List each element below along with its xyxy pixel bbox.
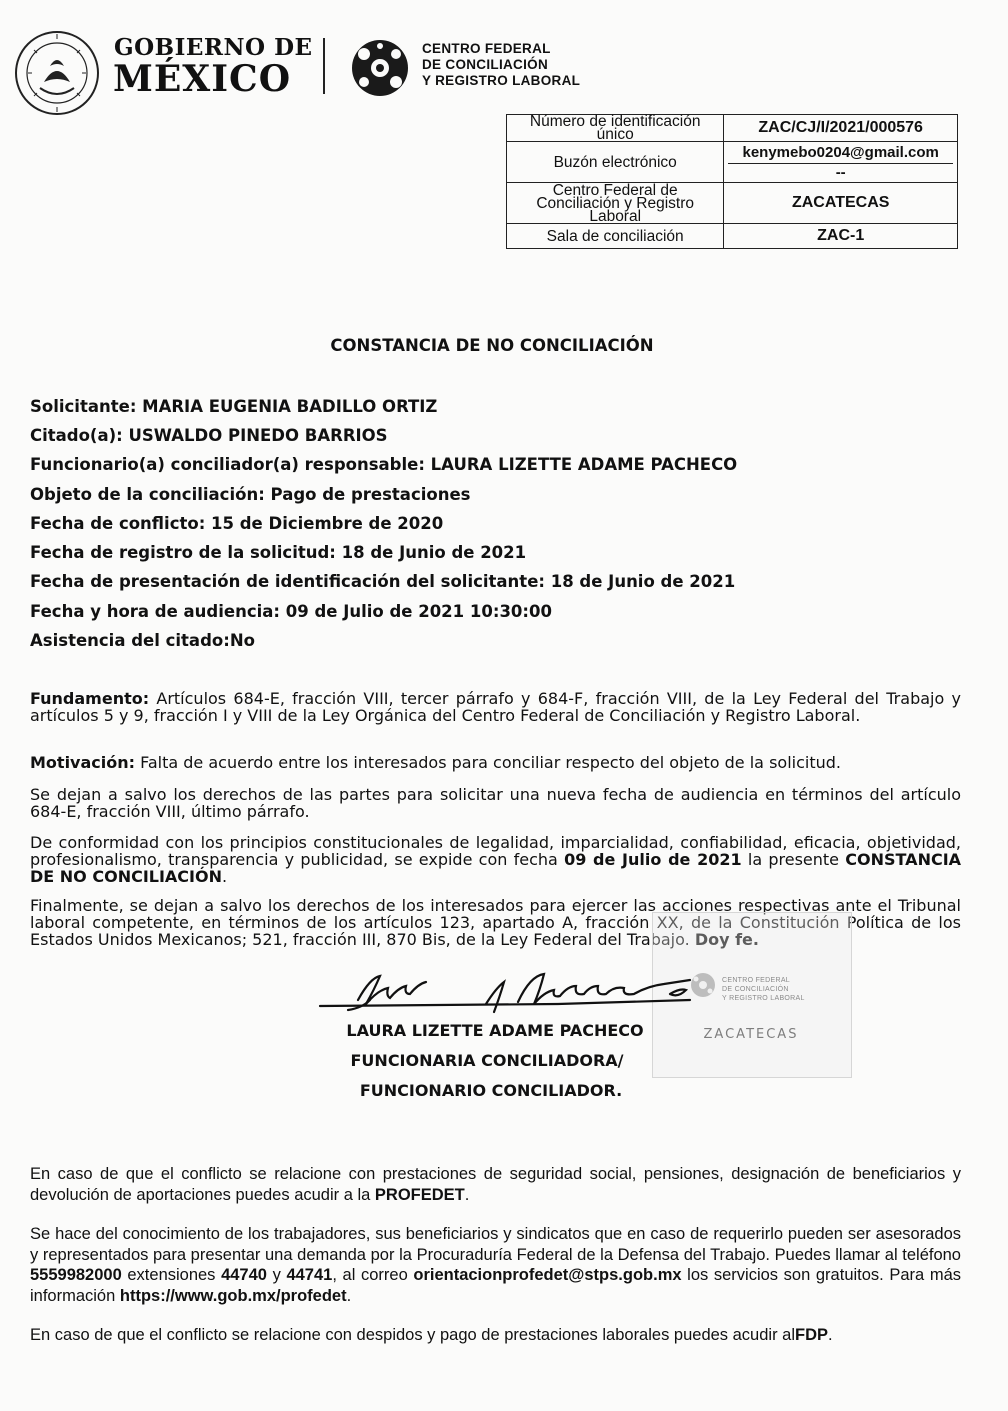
signer-role-1: FUNCIONARIA CONCILIADORA/	[350, 1051, 624, 1070]
paragraph-conformidad	[30, 834, 961, 885]
profedet-url: https://www.gob.mx/profedet	[119, 1286, 347, 1305]
conformidad-end: .	[222, 867, 228, 886]
fundamento-text: Artículos 684-E, fracción VIII, tercer párrafo y 684-F, fracción VIII, de la Ley Federal del Trabajo y artículos 5 y 9, fracción I y VIII de la Ley Orgánica del Centro Federal de Conciliación y Registro Laboral.	[30, 689, 961, 725]
centro-federal-logo-line1: CENTRO FEDERAL	[422, 41, 551, 56]
footer-p3-text: En caso de que el conflicto se relacione con despidos y pago de prestaciones laborales puedes acudir al	[30, 1326, 795, 1344]
motivacion-text: Falta de acuerdo entre los interesados para conciliar respecto del objeto de la solicitud.	[135, 753, 841, 772]
fundamento-label: Fundamento:	[30, 689, 150, 708]
header-divider	[323, 38, 325, 94]
footer-p2-text-a: Se hace del conocimiento de los trabajadores, sus beneficiarios y sindicatos que en caso de requerirlo pueden ser asesorados y representados para presentar una demanda por la Procuraduría Federal de la Defensa del Trabajo. Puedes llamar al teléfono	[30, 1225, 961, 1264]
conformidad-text-2: la presente	[741, 850, 846, 869]
handwritten-signature	[318, 970, 708, 1020]
doy-fe: Doy fe.	[694, 930, 759, 949]
buzon-value	[724, 142, 958, 183]
footer-p1-text: En caso de que el conflicto se relacione con prestaciones de seguridad social, pensiones, designación de beneficiarios y devolución de aportaciones puedes acudir a la	[30, 1165, 961, 1204]
table-row	[507, 183, 958, 224]
signer-name: LAURA LIZETTE ADAME PACHECO	[346, 1021, 644, 1040]
buzon-label: Buzón electrónico	[507, 142, 724, 183]
sala-label: Sala de conciliación	[507, 224, 724, 249]
conformidad-text: De conformidad con los principios constitucionales de legalidad, imparcialidad, confiabilidad, eficacia, objetividad, profesionalismo, transparencia y publicidad, se expide con fecha	[30, 833, 961, 869]
centro-value: ZACATECAS	[724, 183, 958, 224]
signer-role-2: FUNCIONARIO CONCILIADOR.	[359, 1081, 623, 1100]
document-title: CONSTANCIA DE NO CONCILIACIÓN	[330, 336, 654, 355]
table-row	[507, 142, 958, 183]
case-info-table	[506, 114, 958, 249]
field-fecha-audiencia: Fecha y hora de audiencia: 09 de Julio de 2021 10:30:00	[30, 602, 552, 621]
paragraph-motivacion	[30, 754, 961, 771]
stamp-line2: DE CONCILIACIÓN	[722, 986, 789, 993]
field-fecha-identificacion: Fecha de presentación de identificación del solicitante: 18 de Junio de 2021	[30, 572, 736, 591]
extension-1: 44740	[221, 1266, 267, 1284]
extension-2: 44741	[286, 1266, 333, 1284]
field-fecha-registro: Fecha de registro de la solicitud: 18 de Junio de 2021	[30, 543, 527, 562]
footer-p2-text-b: extensiones	[121, 1266, 222, 1284]
footer-p1-end: .	[464, 1185, 470, 1204]
contact-email: orientacionprofedet@stps.gob.mx	[413, 1266, 682, 1284]
conformidad-date: 09 de Julio de 2021	[564, 850, 742, 869]
footer-paragraph-fdp	[30, 1325, 961, 1346]
finalmente-text: Finalmente, se dejan a salvo los derechos de los interesados para ejercer las acciones respectivas ante el Tribunal laboral competente, en términos de los artículos 123, apartado A, fracción XX, de la Constitución Política de los Estados Unidos Mexicanos; 521, fracción III, 870 Bis, de la Ley Federal del Trabajo.	[30, 896, 961, 949]
field-funcionario: Funcionario(a) conciliador(a) responsable: LAURA LIZETTE ADAME PACHECO	[30, 455, 738, 474]
field-objeto: Objeto de la conciliación: Pago de prestaciones	[30, 485, 471, 504]
centro-label: Centro Federal de Conciliación y Registro Laboral	[507, 183, 724, 224]
footer-p2-text-c: y	[266, 1266, 287, 1284]
paragraph-fundamento	[30, 690, 961, 724]
footer-p3-end: .	[828, 1326, 833, 1344]
id-label: Número de identificación único	[507, 115, 724, 142]
footer-p2-text-e: los servicios son gratuitos. Para más información	[30, 1266, 962, 1305]
email-secondary-value: --	[835, 163, 846, 181]
gobierno-de-mexico-logo-line2: MÉXICO	[113, 58, 292, 100]
sala-value: ZAC-1	[724, 224, 958, 249]
phone-number: 5559982000	[30, 1266, 122, 1284]
centro-federal-logo-line2: DE CONCILIACIÓN	[422, 57, 548, 72]
stamp-line1: CENTRO FEDERAL	[722, 977, 790, 984]
footer-paragraph-profedet	[30, 1164, 961, 1205]
gobierno-de-mexico-logo-line1: GOBIERNO DE	[114, 34, 313, 61]
field-fecha-conflicto: Fecha de conflicto: 15 de Diciembre de 2020	[30, 514, 444, 533]
table-row	[507, 115, 958, 142]
stamp-line3: Y REGISTRO LABORAL	[722, 995, 805, 1002]
paragraph-derechos: Se dejan a salvo los derechos de las partes para solicitar una nueva fecha de audiencia en términos del artículo 684-E, fracción VIII, último párrafo.	[30, 785, 961, 821]
footer-p2-text-d: , al correo	[332, 1266, 414, 1284]
email-value: kenymebo0204@gmail.com	[728, 144, 953, 164]
centro-federal-logo-line3: Y REGISTRO LABORAL	[422, 73, 581, 88]
field-citado: Citado(a): USWALDO PINEDO BARRIOS	[30, 426, 388, 445]
mexico-seal-icon	[14, 30, 100, 116]
motivacion-label: Motivación:	[30, 753, 136, 772]
table-row	[507, 224, 958, 249]
id-value: ZAC/CJ/I/2021/000576	[724, 115, 958, 142]
footer-p2-text-f: .	[346, 1286, 352, 1305]
fdp-name: FDP	[795, 1326, 828, 1344]
profedet-name: PROFEDET	[374, 1185, 465, 1204]
stamp-place: ZACATECAS	[703, 1027, 799, 1042]
field-asistencia: Asistencia del citado:No	[30, 631, 255, 650]
cfcrl-logo-icon	[350, 38, 410, 98]
field-solicitante: Solicitante: MARIA EUGENIA BADILLO ORTIZ	[30, 397, 438, 416]
conformidad-title: CONSTANCIA DE NO CONCILIACIÓN	[30, 850, 962, 886]
footer-paragraph-contact	[30, 1224, 961, 1306]
